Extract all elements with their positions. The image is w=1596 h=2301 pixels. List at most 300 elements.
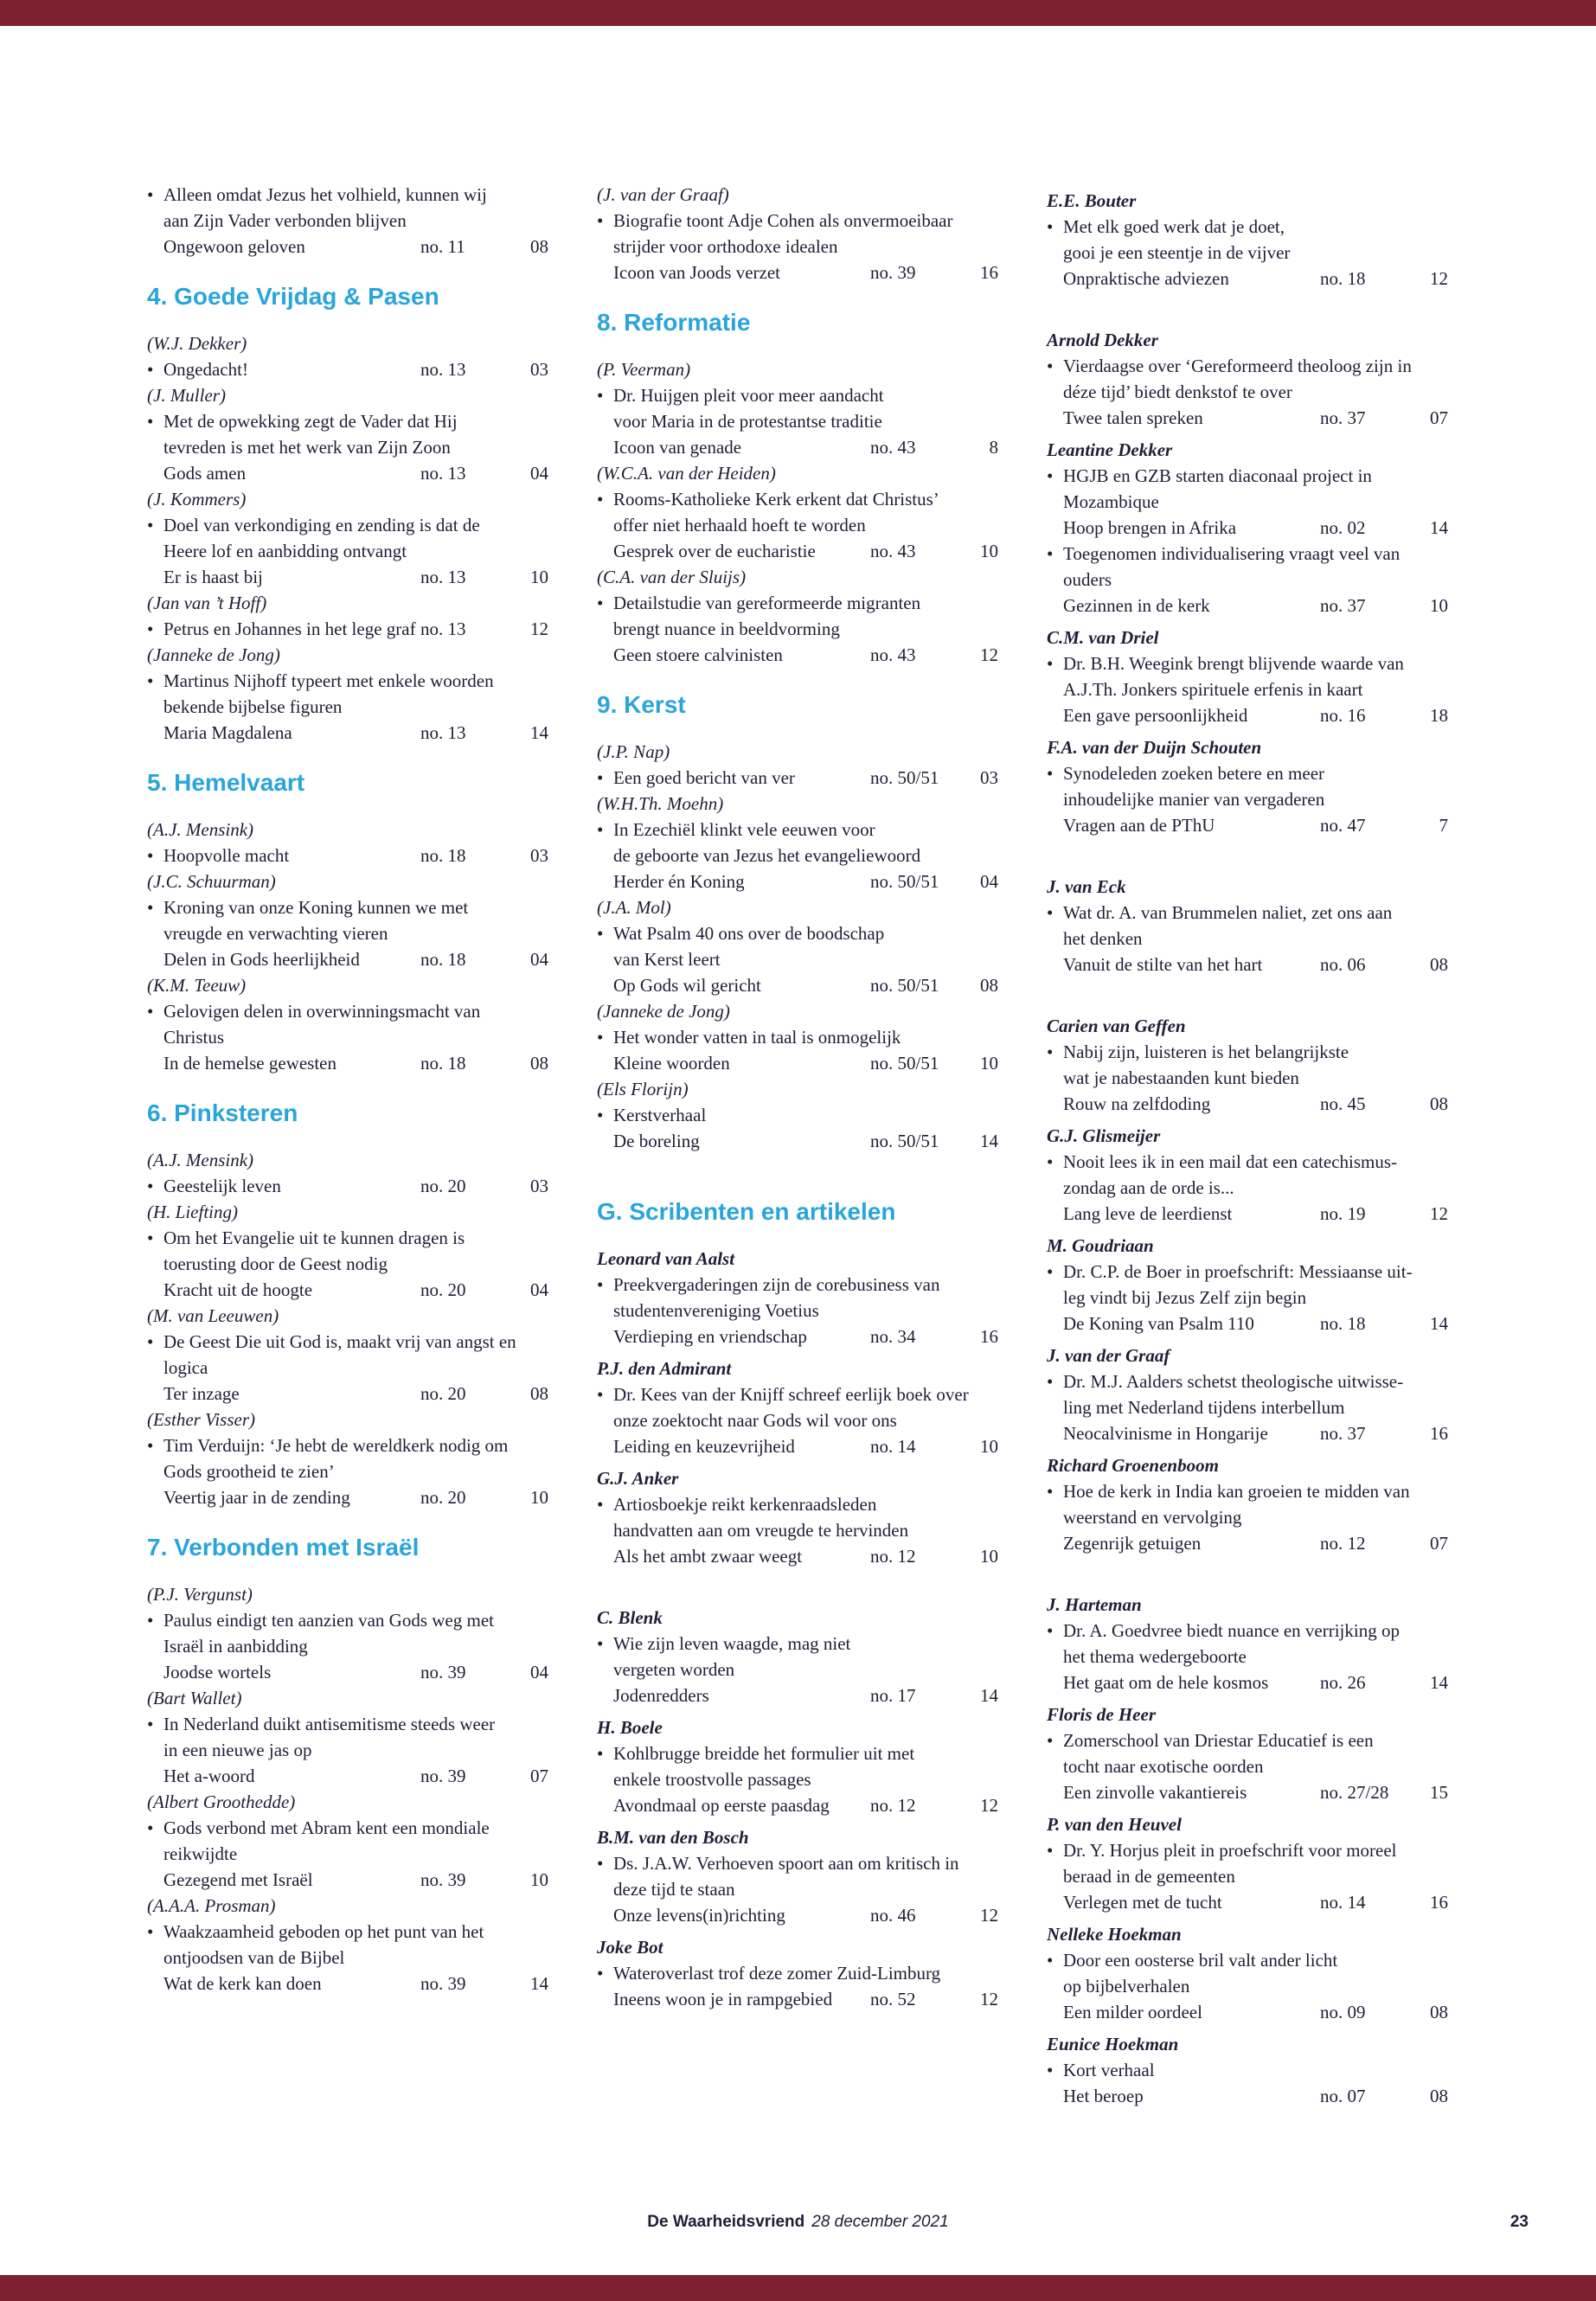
entry-title: Onze levens(in)richting xyxy=(613,1905,785,1926)
entry-text: Kohlbrugge breidde het formulier uit met xyxy=(613,1743,915,1764)
entry-title-line xyxy=(597,1543,998,1569)
bullet-icon: • xyxy=(1047,1730,1054,1751)
issue-number: no. 50/51 xyxy=(870,975,939,996)
index-entry xyxy=(597,920,998,998)
magazine-title: De Waarheidsvriend xyxy=(647,2213,805,2231)
entry-text: leg vindt bij Jezus Zelf zijn begin xyxy=(1063,1287,1307,1308)
issue-number: no. 16 xyxy=(1320,705,1366,726)
entry-line xyxy=(1047,1727,1448,1753)
entry-title: Vanuit de stilte van het hart xyxy=(1063,954,1263,975)
entry-line xyxy=(597,1102,998,1128)
issue-number: no. 50/51 xyxy=(870,1131,939,1151)
issue-number: no. 47 xyxy=(1320,815,1366,836)
index-entry xyxy=(597,208,998,285)
bullet-icon: • xyxy=(147,515,154,535)
bullet-icon: • xyxy=(147,845,154,866)
entry-title-line xyxy=(1047,1201,1448,1227)
index-entry xyxy=(1047,1368,1448,1446)
entry-text: Om het Evangelie uit te kunnen dragen is xyxy=(163,1227,465,1248)
entry-text: Wie zijn leven waagde, mag niet xyxy=(613,1633,851,1654)
index-entry xyxy=(147,182,548,260)
entry-line xyxy=(147,998,548,1024)
entry-title-line xyxy=(1047,702,1448,728)
entry-title: Maria Magdalena xyxy=(163,722,292,743)
author-name: (P.J. Vergunst) xyxy=(147,1584,253,1605)
entry-title: Gezegend met Israël xyxy=(163,1869,313,1890)
author-name: (J. van der Graaf) xyxy=(597,184,729,205)
author-name: (A.A.A. Prosman) xyxy=(147,1895,276,1916)
entry-text: Paulus eindigt ten aanzien van Gods weg met xyxy=(163,1610,494,1631)
entry-text: Met elk goed werk dat je doet, xyxy=(1063,216,1285,237)
author-name-bold: G.J. Anker xyxy=(597,1468,679,1489)
entry-title: Op Gods wil gericht xyxy=(613,975,761,996)
entry-text: Wateroverlast trof deze zomer Zuid-Limburg xyxy=(613,1963,941,1984)
author-name: (Janneke de Jong) xyxy=(147,644,280,665)
section-heading: 7. Verbonden met Israël xyxy=(147,1534,420,1561)
entry-text: Door een oosterse bril valt ander licht xyxy=(1063,1950,1338,1971)
author-name-bold: M. Goudriaan xyxy=(1047,1235,1154,1256)
entry-line xyxy=(1047,463,1448,489)
issue-number: no. 13 xyxy=(420,567,466,587)
entry-title-line xyxy=(1047,266,1448,292)
index-entry xyxy=(147,894,548,972)
entry-page-number: 14 xyxy=(1430,1313,1448,1334)
entry-line xyxy=(1047,567,1448,593)
index-entry xyxy=(597,486,998,564)
entry-title-line xyxy=(597,1050,998,1076)
issue-number: no. 18 xyxy=(420,949,466,970)
bullet-icon: • xyxy=(597,385,604,406)
entry-title-line xyxy=(1047,2083,1448,2109)
author-name-bold: E.E. Bouter xyxy=(1047,190,1137,211)
entry-title-line xyxy=(147,946,548,972)
entry-text: deze tijd te staan xyxy=(613,1879,735,1900)
issue-number: no. 18 xyxy=(1320,1313,1366,1334)
entry-text: vreugde en verwachting vieren xyxy=(163,923,388,944)
entry-title: Kleine woorden xyxy=(613,1053,730,1074)
entry-title-line xyxy=(597,1986,998,2012)
entry-text: brengt nuance in beeldvorming xyxy=(613,619,840,639)
entry-page-number: 03 xyxy=(530,359,548,380)
section-heading: G. Scribenten en artikelen xyxy=(597,1198,896,1225)
entry-text: Wat Psalm 40 ons over de boodschap xyxy=(613,923,885,944)
entry-line xyxy=(597,1407,998,1433)
entry-title-line xyxy=(147,564,548,590)
entry-title: Neocalvinisme in Hongarije xyxy=(1063,1423,1268,1444)
bullet-icon: • xyxy=(147,184,154,205)
bullet-icon: • xyxy=(147,1817,154,1838)
entry-page-number: 12 xyxy=(980,1989,998,2009)
section-heading: 4. Goede Vrijdag & Pasen xyxy=(147,283,439,310)
entry-page-number: 04 xyxy=(530,1662,548,1682)
entry-line xyxy=(1047,1973,1448,1999)
entry-title: Het gaat om de hele kosmos xyxy=(1063,1672,1269,1693)
entry-page-number: 16 xyxy=(1430,1892,1448,1913)
entry-page-number: 08 xyxy=(980,975,998,996)
entry-text: Dr. Huijgen pleit voor meer aandacht xyxy=(613,385,884,406)
author-name: (H. Liefting) xyxy=(147,1202,238,1222)
entry-page-number: 14 xyxy=(980,1131,998,1151)
index-entry xyxy=(147,1919,548,1997)
entry-page-number: 10 xyxy=(530,1487,548,1508)
entry-page-number: 16 xyxy=(980,1326,998,1347)
index-entry xyxy=(1047,760,1448,838)
entry-title: Er is haast bij xyxy=(163,567,263,587)
entry-page-number: 14 xyxy=(1430,1672,1448,1693)
entry-title: Gesprek over de eucharistie xyxy=(613,541,816,561)
entry-title-line xyxy=(597,1902,998,1928)
entry-text: Ds. J.A.W. Verhoeven spoort aan om kritisch in xyxy=(613,1853,959,1874)
entry-page-number: 12 xyxy=(980,644,998,665)
author-name: (Bart Wallet) xyxy=(147,1688,242,1708)
footer-center xyxy=(0,2211,1596,2234)
index-entry xyxy=(597,817,998,894)
author-name-bold: P.J. den Admirant xyxy=(597,1358,732,1379)
entry-line xyxy=(1047,240,1448,266)
author-name: (J.P. Nap) xyxy=(597,741,670,762)
bullet-icon: • xyxy=(597,1027,604,1048)
bullet-icon: • xyxy=(1047,356,1054,376)
entry-text: Nabij zijn, luisteren is het belangrijkste xyxy=(1063,1042,1349,1062)
entry-line xyxy=(147,1433,548,1458)
entry-line xyxy=(597,486,998,512)
entry-title: Geen stoere calvinisten xyxy=(613,644,783,665)
bullet-icon: • xyxy=(597,1633,604,1654)
entry-line xyxy=(597,817,998,843)
entry-line xyxy=(1047,676,1448,702)
author-name: (W.J. Dekker) xyxy=(147,333,247,354)
entry-title-line xyxy=(1047,1889,1448,1915)
entry-text: onze zoektocht naar Gods wil voor ons xyxy=(613,1410,897,1431)
entry-page-number: 15 xyxy=(1430,1782,1448,1803)
page-number: 23 xyxy=(1509,2213,1529,2231)
bullet-icon: • xyxy=(597,489,604,510)
entry-text: Het wonder vatten in taal is onmogelijk xyxy=(613,1027,901,1048)
bullet-icon: • xyxy=(1047,653,1054,674)
entry-page-number: 04 xyxy=(530,1279,548,1300)
bullet-icon: • xyxy=(1047,543,1054,564)
entry-line xyxy=(597,946,998,972)
entry-line xyxy=(597,512,998,538)
entry-line xyxy=(1047,1394,1448,1420)
entry-page-number: 10 xyxy=(530,567,548,587)
index-entry xyxy=(1047,900,1448,977)
author-name: (J. Kommers) xyxy=(147,489,247,510)
bullet-icon: • xyxy=(147,619,154,639)
entry-title-line xyxy=(597,642,998,668)
bullet-icon: • xyxy=(597,1963,604,1984)
entry-title-line xyxy=(1047,1999,1448,2025)
entry-title-line xyxy=(1047,1091,1448,1117)
entry-title: Ineens woon je in rampgebied xyxy=(613,1989,833,2009)
entry-title: Gezinnen in de kerk xyxy=(1063,595,1210,616)
entry-text: ontjoodsen van de Bijbel xyxy=(163,1947,345,1968)
entry-line xyxy=(597,1024,998,1050)
entry-title-line xyxy=(147,234,548,260)
entry-title: De Koning van Psalm 110 xyxy=(1063,1313,1254,1334)
column-3 xyxy=(1047,182,1448,2109)
entry-page-number: 04 xyxy=(530,949,548,970)
entry-line xyxy=(147,182,548,208)
entry-page-number: 16 xyxy=(980,262,998,283)
entry-line xyxy=(597,1850,998,1876)
issue-number: no. 50/51 xyxy=(870,767,939,788)
issue-number: no. 13 xyxy=(420,463,466,484)
entry-page-number: 03 xyxy=(530,1176,548,1196)
bullet-icon: • xyxy=(1047,2060,1054,2080)
entry-text: tevreden is met het werk van Zijn Zoon xyxy=(163,437,451,458)
entry-text: Gods verbond met Abram kent een mondiale xyxy=(163,1817,490,1838)
entry-text: Dr. B.H. Weegink brengt blijvende waarde van xyxy=(1063,653,1404,674)
index-entry xyxy=(147,1607,548,1685)
index-entry xyxy=(597,765,998,791)
entry-text: Synodeleden zoeken betere en meer xyxy=(1063,763,1325,784)
entry-title-line xyxy=(1047,1420,1448,1446)
entry-title-line xyxy=(597,765,998,791)
entry-line xyxy=(1047,379,1448,405)
entry-line xyxy=(147,668,548,694)
entry-line xyxy=(597,1491,998,1517)
issue-number: no. 20 xyxy=(420,1176,466,1196)
entry-line xyxy=(1047,1504,1448,1530)
entry-text: ouders xyxy=(1063,569,1112,590)
entry-title: Verlegen met de tucht xyxy=(1063,1892,1222,1913)
issue-number: no. 12 xyxy=(870,1795,916,1816)
entry-page-number: 08 xyxy=(1430,2086,1448,2106)
entry-page-number: 8 xyxy=(989,437,998,458)
entry-line xyxy=(597,1298,998,1324)
entry-line xyxy=(147,1024,548,1050)
entry-line xyxy=(147,1458,548,1484)
entry-title-line xyxy=(1047,405,1448,431)
issue-number: no. 13 xyxy=(420,619,466,639)
entry-line xyxy=(1047,1175,1448,1201)
entry-title-line xyxy=(597,972,998,998)
entry-line xyxy=(1047,353,1448,379)
bullet-icon: • xyxy=(147,1921,154,1942)
entry-page-number: 08 xyxy=(1430,1093,1448,1114)
entry-page-number: 08 xyxy=(1430,954,1448,975)
entry-title-line xyxy=(147,1484,548,1510)
entry-line xyxy=(147,434,548,460)
issue-number: no. 11 xyxy=(420,236,465,257)
entry-text: Nooit lees ik in een mail dat een catechismus- xyxy=(1063,1151,1398,1172)
bullet-icon: • xyxy=(597,593,604,613)
index-entry xyxy=(597,382,998,460)
entry-line xyxy=(147,1251,548,1277)
author-name: (Janneke de Jong) xyxy=(597,1001,730,1022)
author-name: (J.C. Schuurman) xyxy=(147,871,276,892)
entry-text: Tim Verduijn: ‘Je hebt de wereldkerk nodig om xyxy=(163,1435,509,1456)
entry-page-number: 12 xyxy=(980,1905,998,1926)
issue-number: no. 07 xyxy=(1320,2086,1366,2106)
entry-line xyxy=(597,1272,998,1298)
entry-line xyxy=(147,1633,548,1659)
entry-title: Het a-woord xyxy=(163,1766,255,1786)
index-entry xyxy=(147,1173,548,1199)
author-name-bold: J. van Eck xyxy=(1047,876,1126,897)
entry-page-number: 03 xyxy=(980,767,998,788)
entry-page-number: 7 xyxy=(1439,815,1448,836)
entry-line xyxy=(597,590,998,616)
entry-title: Een zinvolle vakantiereis xyxy=(1063,1782,1247,1803)
entry-text: Dr. Y. Horjus pleit in proefschrift voor moreel xyxy=(1063,1840,1397,1861)
entry-line xyxy=(597,1876,998,1902)
entry-text: Israël in aanbidding xyxy=(163,1636,308,1657)
entry-title-line xyxy=(147,1050,548,1076)
entry-text: déze tijd’ biedt denkstof te over xyxy=(1063,381,1292,402)
entry-title: Petrus en Johannes in het lege graf xyxy=(163,619,416,639)
index-entry xyxy=(1047,463,1448,541)
entry-title-line xyxy=(147,1867,548,1893)
entry-title: Ongewoon geloven xyxy=(163,236,305,257)
issue-number: no. 20 xyxy=(420,1383,466,1404)
entry-title: Joodse wortels xyxy=(163,1662,272,1682)
index-entry xyxy=(147,998,548,1076)
bullet-icon: • xyxy=(1047,1151,1054,1172)
entry-page-number: 08 xyxy=(1430,2002,1448,2022)
bullet-icon: • xyxy=(1047,1371,1054,1392)
bullet-icon: • xyxy=(597,1494,604,1515)
entry-text: Kort verhaal xyxy=(1063,2060,1155,2080)
entry-text: beraad in de gemeenten xyxy=(1063,1866,1235,1887)
author-name-bold: P. van den Heuvel xyxy=(1047,1814,1182,1835)
bullet-icon: • xyxy=(597,1743,604,1764)
entry-page-number: 04 xyxy=(530,463,548,484)
bullet-icon: • xyxy=(597,767,604,788)
author-name: (W.H.Th. Moehn) xyxy=(597,793,724,814)
entry-page-number: 12 xyxy=(1430,268,1448,289)
entry-title: Delen in Gods heerlijkheid xyxy=(163,949,360,970)
entry-text: studentenvereniging Voetius xyxy=(613,1300,819,1321)
entry-title: Wat de kerk kan doen xyxy=(163,1973,322,1994)
entry-text: zondag aan de orde is... xyxy=(1063,1177,1234,1198)
entry-line xyxy=(1047,214,1448,240)
entry-title: Herder én Koning xyxy=(613,871,745,892)
author-name-bold: Floris de Heer xyxy=(1047,1704,1156,1725)
entry-text: offer niet herhaald hoeft te worden xyxy=(613,515,866,535)
author-name-bold: Leantine Dekker xyxy=(1047,439,1173,460)
entry-text: wat je nabestaanden kunt bieden xyxy=(1063,1067,1299,1088)
entry-text: Detailstudie van gereformeerde migranten xyxy=(613,593,921,613)
entry-line xyxy=(147,1607,548,1633)
issue-number: no. 37 xyxy=(1320,1423,1366,1444)
bullet-icon: • xyxy=(1047,216,1054,237)
entry-line xyxy=(597,408,998,434)
index-entry xyxy=(597,590,998,668)
entry-text: enkele troostvolle passages xyxy=(613,1769,811,1790)
group-spacer xyxy=(597,1569,998,1599)
entry-line xyxy=(147,512,548,538)
entry-title: De boreling xyxy=(613,1131,700,1151)
entry-text: Christus xyxy=(163,1027,225,1048)
bottom-red-bar xyxy=(0,2275,1596,2301)
entry-text: Gods grootheid te zien’ xyxy=(163,1461,335,1482)
index-entry xyxy=(147,512,548,590)
entry-line xyxy=(147,1711,548,1737)
index-entry xyxy=(147,1225,548,1303)
author-name: (Esther Visser) xyxy=(147,1409,256,1430)
entry-title-line xyxy=(147,616,548,642)
bullet-icon: • xyxy=(1047,465,1054,486)
issue-number: no. 46 xyxy=(870,1905,916,1926)
author-name: (J. Muller) xyxy=(147,385,226,406)
entry-text: op bijbelverhalen xyxy=(1063,1976,1190,1997)
index-entry xyxy=(1047,353,1448,431)
entry-title: Leiding en keuzevrijheid xyxy=(613,1436,795,1457)
entry-text: Kerstverhaal xyxy=(613,1105,707,1125)
entry-title-line xyxy=(147,1659,548,1685)
issue-number: no. 18 xyxy=(420,845,466,866)
entry-line xyxy=(597,1517,998,1543)
entry-title-line xyxy=(597,538,998,564)
bullet-icon: • xyxy=(1047,1042,1054,1062)
entry-page-number: 18 xyxy=(1430,705,1448,726)
entry-title-line xyxy=(1047,515,1448,541)
author-name-bold: Leonard van Aalst xyxy=(597,1248,735,1269)
entry-line xyxy=(147,920,548,946)
entry-line xyxy=(1047,1039,1448,1065)
entry-title: Het beroep xyxy=(1063,2086,1144,2106)
issue-number: no. 39 xyxy=(870,262,916,283)
entry-text: Gelovigen delen in overwinningsmacht van xyxy=(163,1001,481,1022)
entry-text: inhoudelijke manier van vergaderen xyxy=(1063,789,1325,810)
index-entry xyxy=(1047,1837,1448,1915)
page-footer xyxy=(0,2211,1596,2237)
entry-text: gooi je een steentje in de vijver xyxy=(1063,242,1291,263)
entry-page-number: 14 xyxy=(530,1973,548,1994)
entry-line xyxy=(597,382,998,408)
entry-title-line xyxy=(1047,1311,1448,1336)
index-entry xyxy=(597,1272,998,1349)
author-name: (C.A. van der Sluijs) xyxy=(597,567,747,587)
bullet-icon: • xyxy=(1047,1620,1054,1641)
entry-text: Heere lof en aanbidding ontvangt xyxy=(163,541,407,561)
entry-text: Zomerschool van Driestar Educatief is een xyxy=(1063,1730,1374,1751)
entry-text: weerstand en vervolging xyxy=(1063,1507,1242,1528)
bullet-icon: • xyxy=(1047,1950,1054,1971)
entry-text: ling met Nederland tijdens interbellum xyxy=(1063,1397,1345,1418)
issue-number: no. 06 xyxy=(1320,954,1366,975)
index-entry xyxy=(597,1024,998,1076)
entry-title-line xyxy=(1047,952,1448,977)
entry-title-line xyxy=(1047,1530,1448,1556)
entry-page-number: 08 xyxy=(530,236,548,257)
entry-text: Met de opwekking zegt de Vader dat Hij xyxy=(163,411,458,432)
entry-line xyxy=(147,694,548,720)
entry-title: Lang leve de leerdienst xyxy=(1063,1203,1233,1224)
entry-line xyxy=(1047,1478,1448,1504)
bullet-icon: • xyxy=(597,1853,604,1874)
entry-title-line xyxy=(597,434,998,460)
entry-text: in een nieuwe jas op xyxy=(163,1740,312,1760)
issue-number: no. 13 xyxy=(420,359,466,380)
entry-line xyxy=(597,208,998,234)
entry-text: Alleen omdat Jezus het volhield, kunnen wij xyxy=(163,184,487,205)
issue-date: 28 december 2021 xyxy=(811,2213,949,2231)
bullet-icon: • xyxy=(1047,763,1054,784)
entry-text: van Kerst leert xyxy=(613,949,721,970)
entry-text: Wat dr. A. van Brummelen naliet, zet ons aan xyxy=(1063,902,1393,923)
entry-title: Ongedacht! xyxy=(163,359,248,380)
index-entry xyxy=(1047,1727,1448,1805)
entry-title: Avondmaal op eerste paasdag xyxy=(613,1795,830,1816)
entry-line xyxy=(147,894,548,920)
issue-number: no. 19 xyxy=(1320,1203,1366,1224)
entry-title: Verdieping en vriendschap xyxy=(613,1326,807,1347)
issue-number: no. 20 xyxy=(420,1279,466,1300)
entry-text: logica xyxy=(163,1357,208,1378)
